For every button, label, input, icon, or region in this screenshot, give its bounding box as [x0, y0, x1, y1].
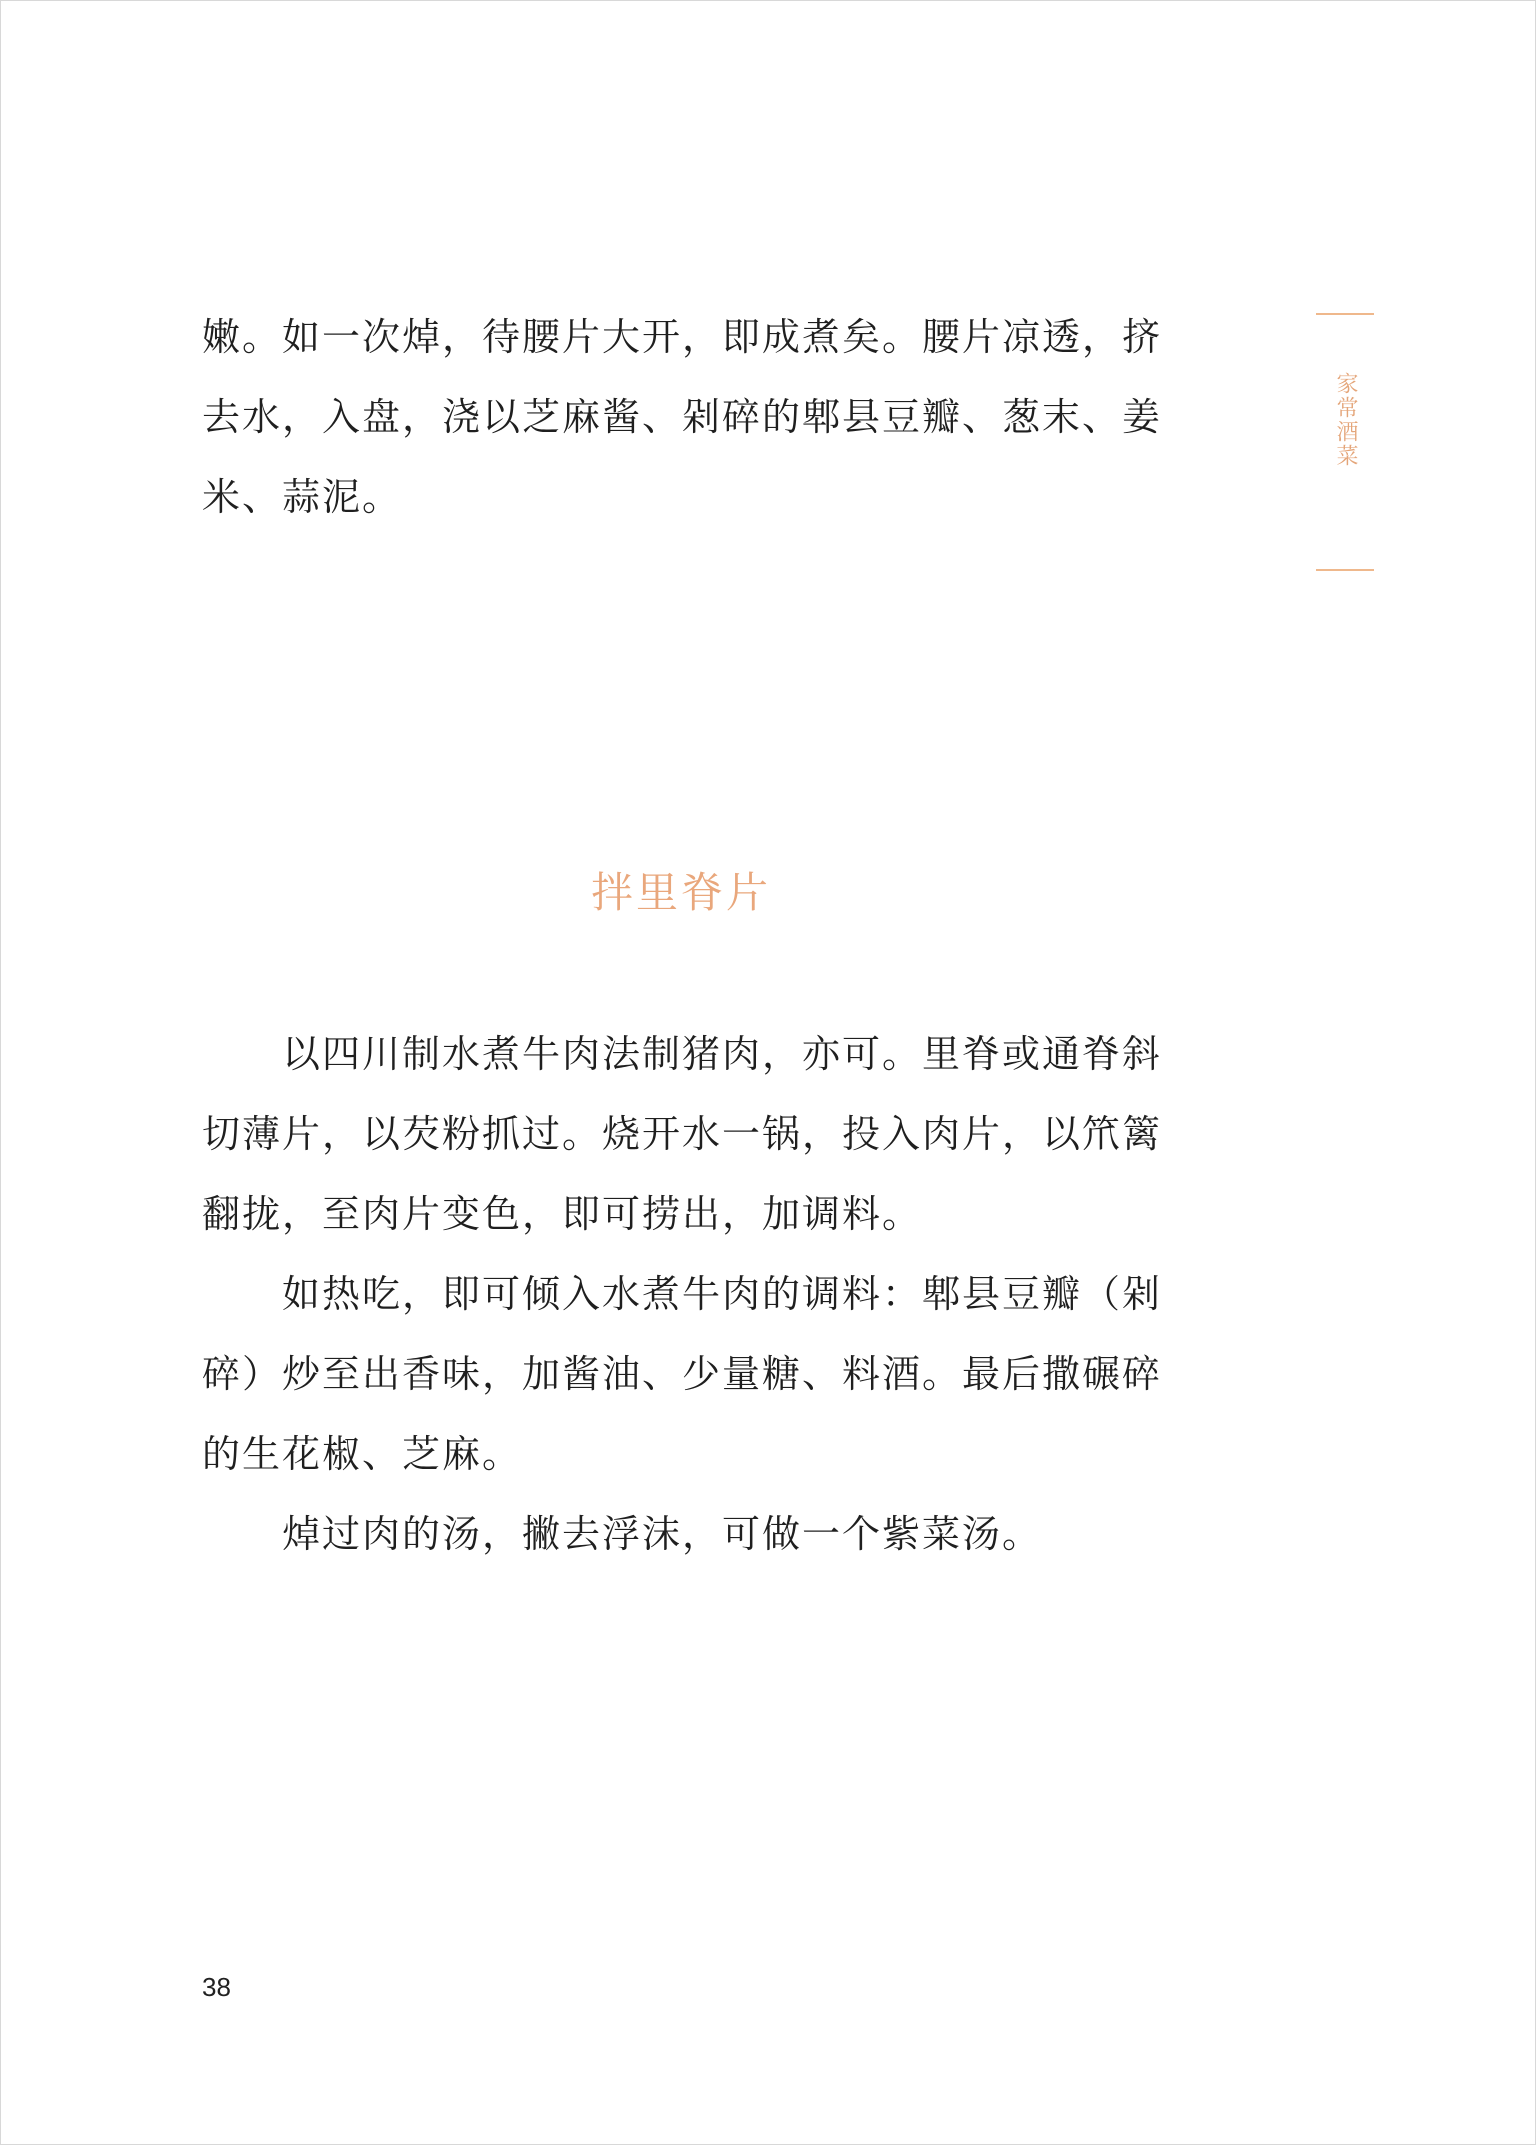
side-rule-bottom — [1316, 569, 1374, 571]
page-number: 38 — [202, 1972, 231, 2002]
side-rule-top — [1316, 313, 1374, 315]
section-side-label: 家常酒菜 — [1333, 372, 1358, 468]
recipe-title: 拌里脊片 — [590, 868, 771, 917]
recipe-body — [202, 1014, 1162, 1574]
continued-paragraph-block — [202, 297, 1162, 537]
recipe-paragraph-1: 以四川制水煮牛肉法制猪肉，亦可。里脊或通脊斜切薄片，以芡粉抓过。烧开水一锅，投入肉片，以笊篱翻拢，至肉片变色，即可捞出，加调料。 — [202, 1032, 1163, 1236]
continued-paragraph: 嫩。如一次焯，待腰片大开，即成煮矣。腰片凉透，挤去水，入盘，浇以芝麻酱、剁碎的郫县豆瓣、葱末、姜米、蒜泥。 — [202, 315, 1163, 519]
recipe-paragraph-3: 焯过肉的汤，撇去浮沫，可做一个紫菜汤。 — [282, 1512, 1043, 1556]
recipe-paragraph-2: 如热吃，即可倾入水煮牛肉的调料：郫县豆瓣（剁碎）炒至出香味，加酱油、少量糖、料酒。最后撒碾碎的生花椒、芝麻。 — [202, 1272, 1163, 1476]
